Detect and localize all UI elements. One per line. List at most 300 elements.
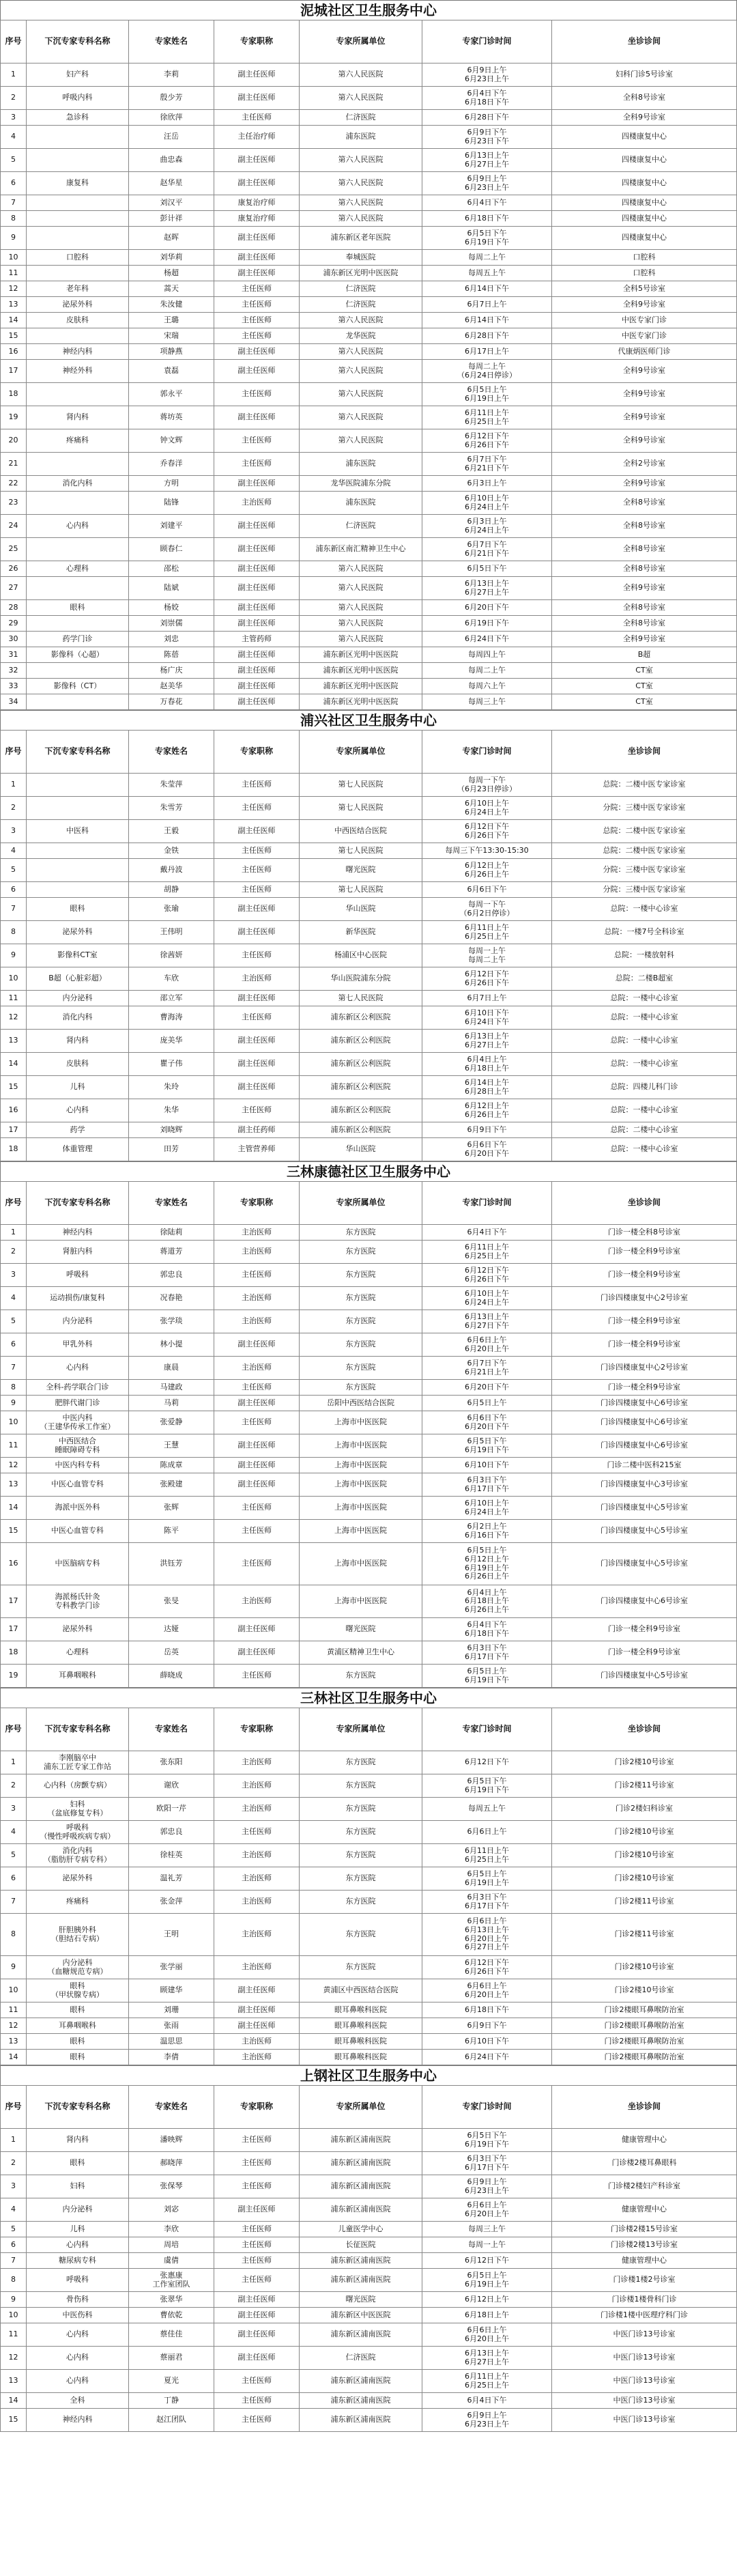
seq-header: 序号 xyxy=(1,20,27,63)
table-row xyxy=(1,1618,737,1641)
clinic-time-cell: 6月11日上午 6月25日上午 xyxy=(422,2370,552,2393)
department-header: 下沉专家专科名称 xyxy=(27,1182,129,1225)
department-cell: 眼科 xyxy=(27,2050,129,2065)
expert-name-cell: 赵江团队 xyxy=(129,2409,214,2432)
hospital-header: 专家所属单位 xyxy=(300,731,422,774)
table-row xyxy=(1,453,737,476)
title-cell: 副主任医师 xyxy=(214,991,300,1006)
department-cell: 药学门诊 xyxy=(27,632,129,647)
hospital-cell: 东方医院 xyxy=(300,1241,422,1264)
department-cell: 肾脏内科 xyxy=(27,1241,129,1264)
department-cell: 海派杨氏针灸 专科教学门诊 xyxy=(27,1585,129,1618)
department-cell: 运动损伤/康复科 xyxy=(27,1287,129,1310)
expert-name-cell: 刘建平 xyxy=(129,515,214,538)
clinic-time-cell: 6月9日下午 6月23日下午 xyxy=(422,126,552,149)
title-header: 专家职称 xyxy=(214,2086,300,2129)
department-cell xyxy=(27,492,129,515)
table-row xyxy=(1,921,737,944)
title-cell: 副主任医师 xyxy=(214,1030,300,1053)
title-cell: 副主任医师 xyxy=(214,1396,300,1411)
expert-name-cell: 戴丹波 xyxy=(129,859,214,882)
table-row xyxy=(1,898,737,921)
seq-cell: 28 xyxy=(1,600,27,616)
seq-cell: 15 xyxy=(1,328,27,344)
department-cell xyxy=(27,577,129,600)
table-row xyxy=(1,1396,737,1411)
hospital-cell: 第六人民医院 xyxy=(300,600,422,616)
room-cell: 门诊楼2楼妇产科诊室 xyxy=(552,2175,737,2198)
room-cell: 全科8号诊室 xyxy=(552,492,737,515)
department-cell: 泌尿外科 xyxy=(27,921,129,944)
clinic-time-header: 专家门诊时间 xyxy=(422,1708,552,1751)
seq-cell: 32 xyxy=(1,663,27,679)
table-row xyxy=(1,1287,737,1310)
expert-name-cell: 郝晓萍 xyxy=(129,2152,214,2175)
hospital-cell: 上海市中医医院 xyxy=(300,1473,422,1497)
hospital-cell: 华山医院浦东分院 xyxy=(300,967,422,991)
seq-cell: 6 xyxy=(1,1867,27,1891)
hospital-cell: 浦东新区浦南医院 xyxy=(300,2175,422,2198)
expert-name-header: 专家姓名 xyxy=(129,731,214,774)
hospital-cell: 上海市中医医院 xyxy=(300,1458,422,1473)
title-cell: 副主任药师 xyxy=(214,1122,300,1138)
clinic-time-cell: 6月18日下午 xyxy=(422,211,552,227)
expert-name-cell: 张学琰 xyxy=(129,1310,214,1333)
title-cell: 主治医师 xyxy=(214,1310,300,1333)
clinic-time-cell: 每周二上午 xyxy=(422,663,552,679)
hospital-cell: 浦东新区光明中医医院 xyxy=(300,647,422,663)
expert-name-cell: 王慧 xyxy=(129,1434,214,1458)
table-row xyxy=(1,2308,737,2323)
room-cell: 门诊2楼11号诊室 xyxy=(552,1914,737,1956)
clinic-time-cell: 6月12日下午 xyxy=(422,1751,552,1774)
seq-cell: 22 xyxy=(1,476,27,492)
clinic-time-cell: 每周二上午 （6月24日停诊） xyxy=(422,360,552,383)
expert-name-cell: 杨超 xyxy=(129,266,214,281)
hospital-cell: 第六人民医院 xyxy=(300,632,422,647)
room-cell: 四楼康复中心 xyxy=(552,172,737,195)
clinic-time-cell: 6月17日上午 xyxy=(422,344,552,360)
expert-name-cell: 蔡丽君 xyxy=(129,2347,214,2370)
seq-cell: 31 xyxy=(1,647,27,663)
seq-cell: 9 xyxy=(1,227,27,250)
expert-name-cell: 赵华星 xyxy=(129,172,214,195)
clinic-time-cell: 6月11日上午 6月25日上午 xyxy=(422,1844,552,1867)
department-cell: 消化内科 xyxy=(27,476,129,492)
title-cell: 副主任医师 xyxy=(214,149,300,172)
hospital-cell: 第七人民医院 xyxy=(300,797,422,820)
department-cell: 老年科 xyxy=(27,281,129,297)
clinic-time-cell: 6月3日上午 xyxy=(422,476,552,492)
clinic-time-cell: 6月4日下午 xyxy=(422,1225,552,1241)
room-cell: 门诊四楼康复中心5号诊室 xyxy=(552,1497,737,1520)
table-row xyxy=(1,1497,737,1520)
seq-cell: 3 xyxy=(1,1264,27,1287)
title-cell: 副主任医师 xyxy=(214,898,300,921)
department-cell: 神经外科 xyxy=(27,360,129,383)
hospital-cell: 浦东新区公利医院 xyxy=(300,1099,422,1122)
department-cell xyxy=(27,859,129,882)
clinic-time-cell: 6月13日上午 6月27日上午 xyxy=(422,2347,552,2370)
department-cell xyxy=(27,616,129,632)
title-cell: 副主任医师 xyxy=(214,172,300,195)
seq-cell: 3 xyxy=(1,110,27,126)
table-row xyxy=(1,774,737,797)
hospital-cell: 东方医院 xyxy=(300,1891,422,1914)
department-cell: 皮肤科 xyxy=(27,313,129,328)
title-cell: 主治医师 xyxy=(214,1241,300,1264)
table-row xyxy=(1,227,737,250)
table-row xyxy=(1,843,737,859)
hospital-cell: 曙光医院 xyxy=(300,859,422,882)
clinic-time-cell: 6月7日上午 xyxy=(422,297,552,313)
section-title: 泥城社区卫生服务中心 xyxy=(0,0,737,20)
clinic-time-cell: 每周六上午 xyxy=(422,679,552,694)
expert-name-cell: 康晨 xyxy=(129,1357,214,1380)
department-cell xyxy=(27,126,129,149)
center-section xyxy=(0,0,737,710)
department-cell xyxy=(27,453,129,476)
center-section xyxy=(0,710,737,1161)
clinic-time-cell: 6月6日上午 xyxy=(422,1821,552,1844)
hospital-cell: 杨浦区中心医院 xyxy=(300,944,422,967)
room-cell: 总院：二楼中医专家诊室 xyxy=(552,820,737,843)
table-row xyxy=(1,1411,737,1434)
room-cell: 门诊楼2楼15号诊室 xyxy=(552,2222,737,2237)
table-row xyxy=(1,1138,737,1161)
table-row xyxy=(1,429,737,453)
room-cell: 四楼康复中心 xyxy=(552,211,737,227)
seq-header: 序号 xyxy=(1,1708,27,1751)
hospital-cell: 上海市中医医院 xyxy=(300,1585,422,1618)
table-row xyxy=(1,1641,737,1665)
table-row xyxy=(1,647,737,663)
expert-name-cell: 郭永平 xyxy=(129,383,214,406)
hospital-cell: 东方医院 xyxy=(300,1310,422,1333)
department-cell: 肥胖代谢门诊 xyxy=(27,1396,129,1411)
expert-name-cell: 虞倩 xyxy=(129,2253,214,2269)
hospital-header: 专家所属单位 xyxy=(300,1708,422,1751)
expert-name-cell: 徐欣萍 xyxy=(129,110,214,126)
clinic-time-cell: 6月19日下午 xyxy=(422,616,552,632)
clinic-time-cell: 每周一上午 xyxy=(422,2237,552,2253)
clinic-time-cell: 6月3日下午 6月17日下午 xyxy=(422,1891,552,1914)
room-header: 坐诊诊间 xyxy=(552,1708,737,1751)
expert-name-cell: 蒿天 xyxy=(129,281,214,297)
title-cell: 主任医师 xyxy=(214,281,300,297)
room-cell: 总院：一楼中心诊室 xyxy=(552,1030,737,1053)
hospital-cell: 黄浦区中西医结合医院 xyxy=(300,1979,422,2002)
title-cell: 主任医师 xyxy=(214,1411,300,1434)
expert-name-cell: 蔡佳佳 xyxy=(129,2323,214,2347)
room-cell: 门诊四楼康复中心2号诊室 xyxy=(552,1357,737,1380)
clinic-time-cell: 6月4日上午 6月18日上午 6月26日上午 xyxy=(422,1585,552,1618)
seq-cell: 16 xyxy=(1,344,27,360)
title-cell: 主任医师 xyxy=(214,2253,300,2269)
hospital-cell: 东方医院 xyxy=(300,1287,422,1310)
expert-name-cell: 殷少芳 xyxy=(129,87,214,110)
title-cell: 副主任医师 xyxy=(214,1641,300,1665)
room-cell: CT室 xyxy=(552,663,737,679)
department-cell: 内分泌科 xyxy=(27,991,129,1006)
room-cell: 全科8号诊室 xyxy=(552,616,737,632)
room-cell: 门诊2楼眼耳鼻喉防治室 xyxy=(552,2034,737,2050)
title-cell: 主任医师 xyxy=(214,859,300,882)
seq-cell: 2 xyxy=(1,87,27,110)
seq-cell: 2 xyxy=(1,2152,27,2175)
room-cell: 中医专家门诊 xyxy=(552,313,737,328)
room-cell: 全科9号诊室 xyxy=(552,406,737,429)
room-cell: 门诊2楼10号诊室 xyxy=(552,1821,737,1844)
expert-name-cell: 曹海涛 xyxy=(129,1006,214,1030)
expert-name-cell: 刘汉平 xyxy=(129,195,214,211)
section-title: 上钢社区卫生服务中心 xyxy=(0,2065,737,2085)
title-cell: 副主任医师 xyxy=(214,921,300,944)
seq-cell: 11 xyxy=(1,991,27,1006)
hospital-cell: 浦东新区公利医院 xyxy=(300,1053,422,1076)
department-cell xyxy=(27,797,129,820)
title-cell: 主任医师 xyxy=(214,882,300,898)
department-cell xyxy=(27,538,129,561)
seq-cell: 17 xyxy=(1,1585,27,1618)
table-header-row xyxy=(1,1182,737,1225)
table-header-row xyxy=(1,1708,737,1751)
department-cell: 心内科 xyxy=(27,1357,129,1380)
seq-cell: 29 xyxy=(1,616,27,632)
department-cell: 耳鼻咽喉科 xyxy=(27,2018,129,2034)
department-cell xyxy=(27,774,129,797)
seq-cell: 12 xyxy=(1,1006,27,1030)
title-cell: 副主任医师 xyxy=(214,250,300,266)
expert-name-cell: 赵晖 xyxy=(129,227,214,250)
department-cell: 李刚脑卒中 浦东工匠专家工作站 xyxy=(27,1751,129,1774)
department-cell xyxy=(27,882,129,898)
expert-name-cell: 陈蓓 xyxy=(129,647,214,663)
seq-cell: 7 xyxy=(1,2253,27,2269)
department-cell: 泌尿外科 xyxy=(27,297,129,313)
department-cell xyxy=(27,195,129,211)
room-cell: 健康管理中心 xyxy=(552,2253,737,2269)
clinic-time-cell: 6月4日上午 6月18日上午 xyxy=(422,1053,552,1076)
department-header: 下沉专家专科名称 xyxy=(27,1708,129,1751)
title-cell: 副主任医师 xyxy=(214,476,300,492)
clinic-time-cell: 6月10日下午 6月24日下午 xyxy=(422,1006,552,1030)
expert-name-cell: 徐桂英 xyxy=(129,1844,214,1867)
title-cell: 副主任医师 xyxy=(214,2002,300,2018)
seq-cell: 5 xyxy=(1,149,27,172)
seq-cell: 19 xyxy=(1,1665,27,1688)
clinic-time-header: 专家门诊时间 xyxy=(422,1182,552,1225)
room-cell: 全科8号诊室 xyxy=(552,515,737,538)
title-cell: 副主任医师 xyxy=(214,1618,300,1641)
expert-name-cell: 张翠华 xyxy=(129,2292,214,2308)
department-header: 下沉专家专科名称 xyxy=(27,20,129,63)
title-cell: 副主任医师 xyxy=(214,2018,300,2034)
clinic-time-cell: 6月5日上午 6月19日上午 xyxy=(422,1867,552,1891)
table-row xyxy=(1,492,737,515)
clinic-time-cell: 每周三下午13:30-15:30 xyxy=(422,843,552,859)
hospital-cell: 浦东新区光明中医医院 xyxy=(300,663,422,679)
room-cell: 门诊一楼全科9号诊室 xyxy=(552,1641,737,1665)
table-row xyxy=(1,600,737,616)
room-cell: B超 xyxy=(552,647,737,663)
expert-name-header: 专家姓名 xyxy=(129,1182,214,1225)
table-row xyxy=(1,63,737,87)
seq-cell: 2 xyxy=(1,1241,27,1264)
department-cell: 神经内科 xyxy=(27,2409,129,2432)
clinic-time-cell: 6月3日下午 6月17日下午 xyxy=(422,2152,552,2175)
expert-name-cell: 王璐 xyxy=(129,313,214,328)
seq-cell: 2 xyxy=(1,1774,27,1798)
hospital-header: 专家所属单位 xyxy=(300,20,422,63)
expert-name-header: 专家姓名 xyxy=(129,2086,214,2129)
seq-cell: 20 xyxy=(1,429,27,453)
department-cell xyxy=(27,149,129,172)
title-cell: 主任医师 xyxy=(214,2269,300,2292)
seq-cell: 14 xyxy=(1,2393,27,2409)
room-cell: 门诊楼2楼13号诊室 xyxy=(552,2237,737,2253)
department-cell: 康复科 xyxy=(27,172,129,195)
hospital-cell: 东方医院 xyxy=(300,1798,422,1821)
hospital-cell: 第六人民医院 xyxy=(300,149,422,172)
hospital-cell: 第七人民医院 xyxy=(300,774,422,797)
title-cell: 副主任医师 xyxy=(214,360,300,383)
expert-name-cell: 张学丽 xyxy=(129,1956,214,1979)
clinic-time-cell: 6月28日下午 xyxy=(422,110,552,126)
clinic-time-cell: 6月14日下午 xyxy=(422,313,552,328)
department-cell: 中医伤科 xyxy=(27,2308,129,2323)
hospital-cell: 浦东新区浦南医院 xyxy=(300,2393,422,2409)
table-row xyxy=(1,1867,737,1891)
hospital-cell: 浦东新区浦南医院 xyxy=(300,2253,422,2269)
title-cell: 主任医师 xyxy=(214,1821,300,1844)
title-cell: 主任医师 xyxy=(214,1543,300,1585)
table-row xyxy=(1,1006,737,1030)
table-row xyxy=(1,515,737,538)
hospital-cell: 浦东新区光明中医医院 xyxy=(300,694,422,710)
department-cell: 呼吸科 （慢性呼吸疾病专病） xyxy=(27,1821,129,1844)
hospital-cell: 上海市中医医院 xyxy=(300,1411,422,1434)
expert-name-cell: 杨姣 xyxy=(129,600,214,616)
clinic-time-cell: 6月9日下午 xyxy=(422,2018,552,2034)
clinic-time-cell: 6月5日下午 6月19日下午 xyxy=(422,1434,552,1458)
room-cell: 门诊四楼康复中心5号诊室 xyxy=(552,1543,737,1585)
title-cell: 主任医师 xyxy=(214,110,300,126)
title-cell: 副主任医师 xyxy=(214,616,300,632)
title-cell: 主任医师 xyxy=(214,1520,300,1543)
expert-name-cell: 万春花 xyxy=(129,694,214,710)
hospital-cell: 第六人民医院 xyxy=(300,616,422,632)
table-header-row xyxy=(1,731,737,774)
hospital-cell: 眼耳鼻喉科医院 xyxy=(300,2034,422,2050)
hospital-cell: 浦东新区浦南医院 xyxy=(300,2269,422,2292)
hospital-cell: 仁济医院 xyxy=(300,297,422,313)
clinic-time-cell: 每周四上午 xyxy=(422,647,552,663)
title-cell: 副主任医师 xyxy=(214,1979,300,2002)
clinic-time-cell: 6月11日上午 6月25日上午 xyxy=(422,406,552,429)
department-cell: 骨伤科 xyxy=(27,2292,129,2308)
title-cell: 主任医师 xyxy=(214,774,300,797)
expert-name-cell: 张惠康 工作室团队 xyxy=(129,2269,214,2292)
table-row xyxy=(1,616,737,632)
title-cell: 主任医师 xyxy=(214,383,300,406)
table-row xyxy=(1,1821,737,1844)
room-cell: 全科8号诊室 xyxy=(552,561,737,577)
department-cell: 肝胆胰外科 （胆结石专病） xyxy=(27,1914,129,1956)
seq-cell: 11 xyxy=(1,2323,27,2347)
clinic-time-cell: 6月6日上午 6月20日上午 xyxy=(422,1333,552,1357)
clinic-time-cell: 6月9日上午 6月23日上午 xyxy=(422,2175,552,2198)
title-cell: 主任治疗师 xyxy=(214,126,300,149)
seq-cell: 27 xyxy=(1,577,27,600)
title-cell: 主任医师 xyxy=(214,2370,300,2393)
title-cell: 主治医师 xyxy=(214,1867,300,1891)
room-cell: 妇科门诊5号诊室 xyxy=(552,63,737,87)
room-cell: CT室 xyxy=(552,694,737,710)
expert-name-cell: 王明 xyxy=(129,1914,214,1956)
table-row xyxy=(1,110,737,126)
seq-header: 序号 xyxy=(1,731,27,774)
clinic-time-cell: 6月7日上午 xyxy=(422,991,552,1006)
clinic-time-cell: 6月6日下午 xyxy=(422,882,552,898)
clinic-time-cell: 6月12日下午 6月26日下午 xyxy=(422,967,552,991)
hospital-cell: 浦东新区光明中医医院 xyxy=(300,266,422,281)
hospital-cell: 眼耳鼻喉科医院 xyxy=(300,2018,422,2034)
room-cell: 门诊四楼康复中心5号诊室 xyxy=(552,1665,737,1688)
section-title: 三林康德社区卫生服务中心 xyxy=(0,1161,737,1181)
hospital-cell: 浦东新区浦南医院 xyxy=(300,2409,422,2432)
center-section xyxy=(0,1688,737,2065)
title-cell: 副主任医师 xyxy=(214,600,300,616)
clinic-time-cell: 6月10日上午 6月24日上午 xyxy=(422,492,552,515)
title-cell: 主任医师 xyxy=(214,2237,300,2253)
expert-name-cell: 胡静 xyxy=(129,882,214,898)
title-cell: 副主任医师 xyxy=(214,63,300,87)
room-cell: 总院：二楼B超室 xyxy=(552,967,737,991)
table-row xyxy=(1,2050,737,2065)
department-cell: 心内科 xyxy=(27,2370,129,2393)
title-cell: 主任医师 xyxy=(214,313,300,328)
room-header: 坐诊诊间 xyxy=(552,1182,737,1225)
title-cell: 副主任医师 xyxy=(214,2308,300,2323)
department-cell: 泌尿外科 xyxy=(27,1618,129,1641)
expert-name-header: 专家姓名 xyxy=(129,20,214,63)
seq-cell: 14 xyxy=(1,2050,27,2065)
clinic-time-header: 专家门诊时间 xyxy=(422,2086,552,2129)
table-row xyxy=(1,1434,737,1458)
title-cell: 副主任医师 xyxy=(214,2323,300,2347)
table-row xyxy=(1,250,737,266)
room-cell: 健康管理中心 xyxy=(552,2198,737,2222)
title-cell: 主任医师 xyxy=(214,2152,300,2175)
room-cell: 总院：二楼中医专家诊室 xyxy=(552,774,737,797)
department-cell xyxy=(27,694,129,710)
clinic-time-cell: 6月5日下午 6月19日下午 xyxy=(422,1774,552,1798)
hospital-cell: 浦东新区公利医院 xyxy=(300,1006,422,1030)
table-row xyxy=(1,195,737,211)
seq-cell: 23 xyxy=(1,492,27,515)
seq-cell: 3 xyxy=(1,2175,27,2198)
room-cell: 门诊四楼康复中心2号诊室 xyxy=(552,1287,737,1310)
room-cell: 中医门诊13号诊室 xyxy=(552,2393,737,2409)
title-header: 专家职称 xyxy=(214,1182,300,1225)
room-cell: 全科9号诊室 xyxy=(552,110,737,126)
title-cell: 主任医师 xyxy=(214,1497,300,1520)
title-header: 专家职称 xyxy=(214,1708,300,1751)
clinic-time-cell: 6月13日上午 6月27日上午 xyxy=(422,149,552,172)
title-cell: 副主任医师 xyxy=(214,2198,300,2222)
table-row xyxy=(1,679,737,694)
